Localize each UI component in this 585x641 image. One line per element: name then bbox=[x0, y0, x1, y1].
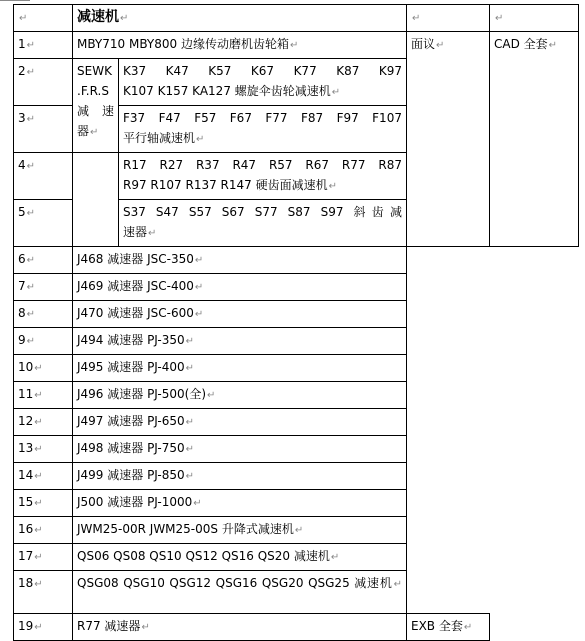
sew-label-cell-lower bbox=[73, 153, 119, 247]
row-number: 7↵ bbox=[14, 274, 73, 301]
table-row bbox=[14, 355, 579, 382]
row-number: 5↵ bbox=[14, 200, 73, 247]
exb-cell: EXB 全套↵ bbox=[407, 614, 490, 641]
model-code: R27 bbox=[159, 158, 184, 172]
table-row bbox=[14, 247, 579, 274]
model-code: R17 bbox=[123, 158, 147, 172]
row-description: QSG08 QSG10 QSG12 QSG16 QSG20 QSG25 减速机↵ bbox=[73, 571, 407, 614]
row-number: 2↵ bbox=[14, 59, 73, 106]
r-series-cell: R17 R27 R37 R47 R57 R67 R77 R87 R97 R107 R137 R147 硬齿面减速机↵ bbox=[119, 153, 407, 200]
row-description: MBY710 MBY800 边缘传动磨机齿轮箱↵ bbox=[73, 32, 407, 59]
model-code: K57 bbox=[208, 64, 232, 78]
row-number: 3↵ bbox=[14, 106, 73, 153]
row-description: J469 减速器 JSC-400↵ bbox=[73, 274, 407, 301]
row-number: 1↵ bbox=[14, 32, 73, 59]
model-code: K67 bbox=[250, 64, 275, 78]
table-row bbox=[14, 32, 579, 59]
page-corner-mark bbox=[0, 0, 30, 3]
model-code: F77 bbox=[265, 111, 288, 125]
row-number: 8↵ bbox=[14, 301, 73, 328]
model-code: K97 bbox=[378, 64, 402, 78]
model-code: R37 bbox=[195, 158, 220, 172]
table-row bbox=[14, 544, 579, 571]
row-description: J498 减速器 PJ-750↵ bbox=[73, 436, 407, 463]
row-number: 6↵ bbox=[14, 247, 73, 274]
table-row bbox=[14, 463, 579, 490]
s-series-cell: S37 S47 S57 S67 S77 S87 S97 斜齿减 速器↵ bbox=[119, 200, 407, 247]
model-code: K47 bbox=[165, 64, 189, 78]
row-number: 9↵ bbox=[14, 328, 73, 355]
table-row bbox=[14, 274, 579, 301]
table-row-last bbox=[14, 614, 579, 641]
model-code: F37 bbox=[123, 111, 146, 125]
model-code: F97 bbox=[336, 111, 359, 125]
row-number: 12↵ bbox=[14, 409, 73, 436]
row-description: J499 减速器 PJ-850↵ bbox=[73, 463, 407, 490]
table-row bbox=[14, 301, 579, 328]
row-description: J497 减速器 PJ-650↵ bbox=[73, 409, 407, 436]
row-number: 4↵ bbox=[14, 153, 73, 200]
model-code: R67 bbox=[305, 158, 330, 172]
model-code: R47 bbox=[232, 158, 257, 172]
row-description: J496 减速器 PJ-500(全)↵ bbox=[73, 382, 407, 409]
price-cell: 面议↵ bbox=[407, 32, 490, 247]
row-description: R77 减速器↵ bbox=[73, 614, 407, 641]
model-code: F107 bbox=[372, 111, 402, 125]
table-row bbox=[14, 436, 579, 463]
table-row bbox=[14, 517, 579, 544]
row-number: 19↵ bbox=[14, 614, 73, 641]
row-number: 11↵ bbox=[14, 382, 73, 409]
model-code: F47 bbox=[158, 111, 181, 125]
model-code: F67 bbox=[229, 111, 252, 125]
row-number: 17↵ bbox=[14, 544, 73, 571]
row-number: 13↵ bbox=[14, 436, 73, 463]
header-file-cell: ↵ bbox=[490, 5, 579, 32]
row-description: J470 减速器 JSC-600↵ bbox=[73, 301, 407, 328]
table-header-row bbox=[14, 5, 579, 32]
model-code: K87 bbox=[336, 64, 360, 78]
cad-cell: CAD 全套↵ bbox=[490, 32, 579, 247]
row-description: J500 减速器 PJ-1000↵ bbox=[73, 490, 407, 517]
reducer-table bbox=[13, 4, 579, 641]
table-row bbox=[14, 328, 579, 355]
header-title-cell: 减速机↵ bbox=[73, 5, 407, 32]
model-code: R77 bbox=[341, 158, 366, 172]
row-description: J468 减速器 JSC-350↵ bbox=[73, 247, 407, 274]
row-number: 14↵ bbox=[14, 463, 73, 490]
table-row bbox=[14, 409, 579, 436]
row-number: 10↵ bbox=[14, 355, 73, 382]
row-description: J494 减速器 PJ-350↵ bbox=[73, 328, 407, 355]
row-number: 16↵ bbox=[14, 517, 73, 544]
sew-label-cell: SEWK .F.R.S 减 速 器↵ bbox=[73, 59, 119, 153]
model-code: K77 bbox=[293, 64, 317, 78]
model-code: R87 bbox=[378, 158, 402, 172]
row-description: JWM25-00R JWM25-00S 升降式减速机↵ bbox=[73, 517, 407, 544]
f-series-cell: F37 F47 F57 F67 F77 F87 F97 F107 平行轴减速机↵ bbox=[119, 106, 407, 153]
header-price-cell: ↵ bbox=[407, 5, 490, 32]
model-code: R57 bbox=[268, 158, 293, 172]
row-number: 15↵ bbox=[14, 490, 73, 517]
row-description: QS06 QS08 QS10 QS12 QS16 QS20 减速机↵ bbox=[73, 544, 407, 571]
row-description: J495 减速器 PJ-400↵ bbox=[73, 355, 407, 382]
header-num-cell: ↵ bbox=[14, 5, 73, 32]
table-row bbox=[14, 382, 579, 409]
row-number: 18↵ bbox=[14, 571, 73, 614]
model-code: K37 bbox=[123, 64, 147, 78]
table-row bbox=[14, 571, 579, 614]
model-code: F57 bbox=[194, 111, 217, 125]
model-code: F87 bbox=[300, 111, 324, 125]
k-series-cell: K37 K47 K57 K67 K77 K87 K97 K107 K157 KA127 螺旋伞齿轮减速机↵ bbox=[119, 59, 407, 106]
table-row bbox=[14, 490, 579, 517]
